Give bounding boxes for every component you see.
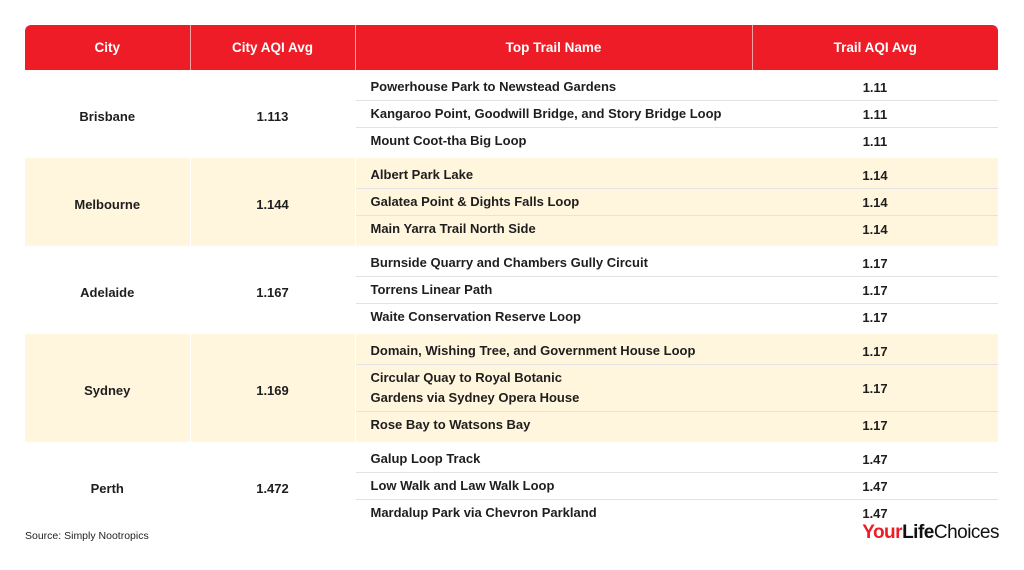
- aqi-table-container: [25, 25, 998, 530]
- trail-name-cell: Rose Bay to Watsons Bay: [355, 412, 752, 443]
- trail-name-cell: Main Yarra Trail North Side: [355, 216, 752, 247]
- trail-name-cell: Galup Loop Track: [355, 442, 752, 473]
- city-aqi-cell: 1.169: [190, 334, 355, 442]
- yourlifechoices-logo: [862, 522, 999, 544]
- trail-name-cell: Mount Coot-tha Big Loop: [355, 128, 752, 159]
- city-cell: Sydney: [25, 334, 190, 442]
- trail-aqi-cell: 1.47: [752, 473, 998, 500]
- aqi-table: [25, 25, 998, 530]
- source-note: Source: Simply Nootropics: [25, 530, 149, 542]
- trail-name-cell: Galatea Point & Dights Falls Loop: [355, 189, 752, 216]
- table-row: [25, 70, 998, 101]
- trail-aqi-cell: 1.14: [752, 189, 998, 216]
- trail-aqi-cell: 1.17: [752, 246, 998, 277]
- logo-part-choices: Choices: [933, 522, 999, 543]
- trail-name-cell: Torrens Linear Path: [355, 277, 752, 304]
- trail-aqi-cell: 1.47: [752, 500, 998, 531]
- trail-aqi-cell: 1.14: [752, 216, 998, 247]
- table-row: [25, 442, 998, 473]
- table-row: [25, 158, 998, 189]
- trail-name-cell: Mardalup Park via Chevron Parkland: [355, 500, 752, 531]
- trail-aqi-cell: 1.17: [752, 277, 998, 304]
- trail-name-cell: Circular Quay to Royal Botanic Gardens via Sydney Opera House: [355, 365, 752, 412]
- trail-aqi-cell: 1.47: [752, 442, 998, 473]
- trail-name-cell: Burnside Quarry and Chambers Gully Circuit: [355, 246, 752, 277]
- city-aqi-cell: 1.472: [190, 442, 355, 530]
- column-header-city: City: [25, 25, 190, 70]
- trail-aqi-cell: 1.11: [752, 70, 998, 101]
- trail-name-cell: Kangaroo Point, Goodwill Bridge, and Story Bridge Loop: [355, 101, 752, 128]
- trail-aqi-cell: 1.17: [752, 334, 998, 365]
- city-cell: Perth: [25, 442, 190, 530]
- trail-aqi-cell: 1.17: [752, 304, 998, 335]
- logo-part-life: Life: [902, 522, 934, 543]
- trail-name-cell: Domain, Wishing Tree, and Government House Loop: [355, 334, 752, 365]
- trail-aqi-cell: 1.11: [752, 101, 998, 128]
- trail-name-cell: Low Walk and Law Walk Loop: [355, 473, 752, 500]
- city-aqi-cell: 1.167: [190, 246, 355, 334]
- table-row: [25, 246, 998, 277]
- city-cell: Adelaide: [25, 246, 190, 334]
- trail-name-cell: Waite Conservation Reserve Loop: [355, 304, 752, 335]
- logo-part-your: Your: [862, 522, 903, 543]
- trail-name-cell: Albert Park Lake: [355, 158, 752, 189]
- trail-aqi-cell: 1.17: [752, 412, 998, 443]
- city-aqi-cell: 1.144: [190, 158, 355, 246]
- trail-aqi-cell: 1.17: [752, 365, 998, 412]
- column-header-trail-aqi-avg: Trail AQI Avg: [752, 25, 998, 70]
- city-cell: Melbourne: [25, 158, 190, 246]
- trail-name-cell: Powerhouse Park to Newstead Gardens: [355, 70, 752, 101]
- column-header-city-aqi-avg: City AQI Avg: [190, 25, 355, 70]
- city-cell: Brisbane: [25, 70, 190, 158]
- table-header-row: [25, 25, 998, 70]
- city-aqi-cell: 1.113: [190, 70, 355, 158]
- trail-aqi-cell: 1.14: [752, 158, 998, 189]
- trail-aqi-cell: 1.11: [752, 128, 998, 159]
- column-header-top-trail-name: Top Trail Name: [355, 25, 752, 70]
- table-row: [25, 334, 998, 365]
